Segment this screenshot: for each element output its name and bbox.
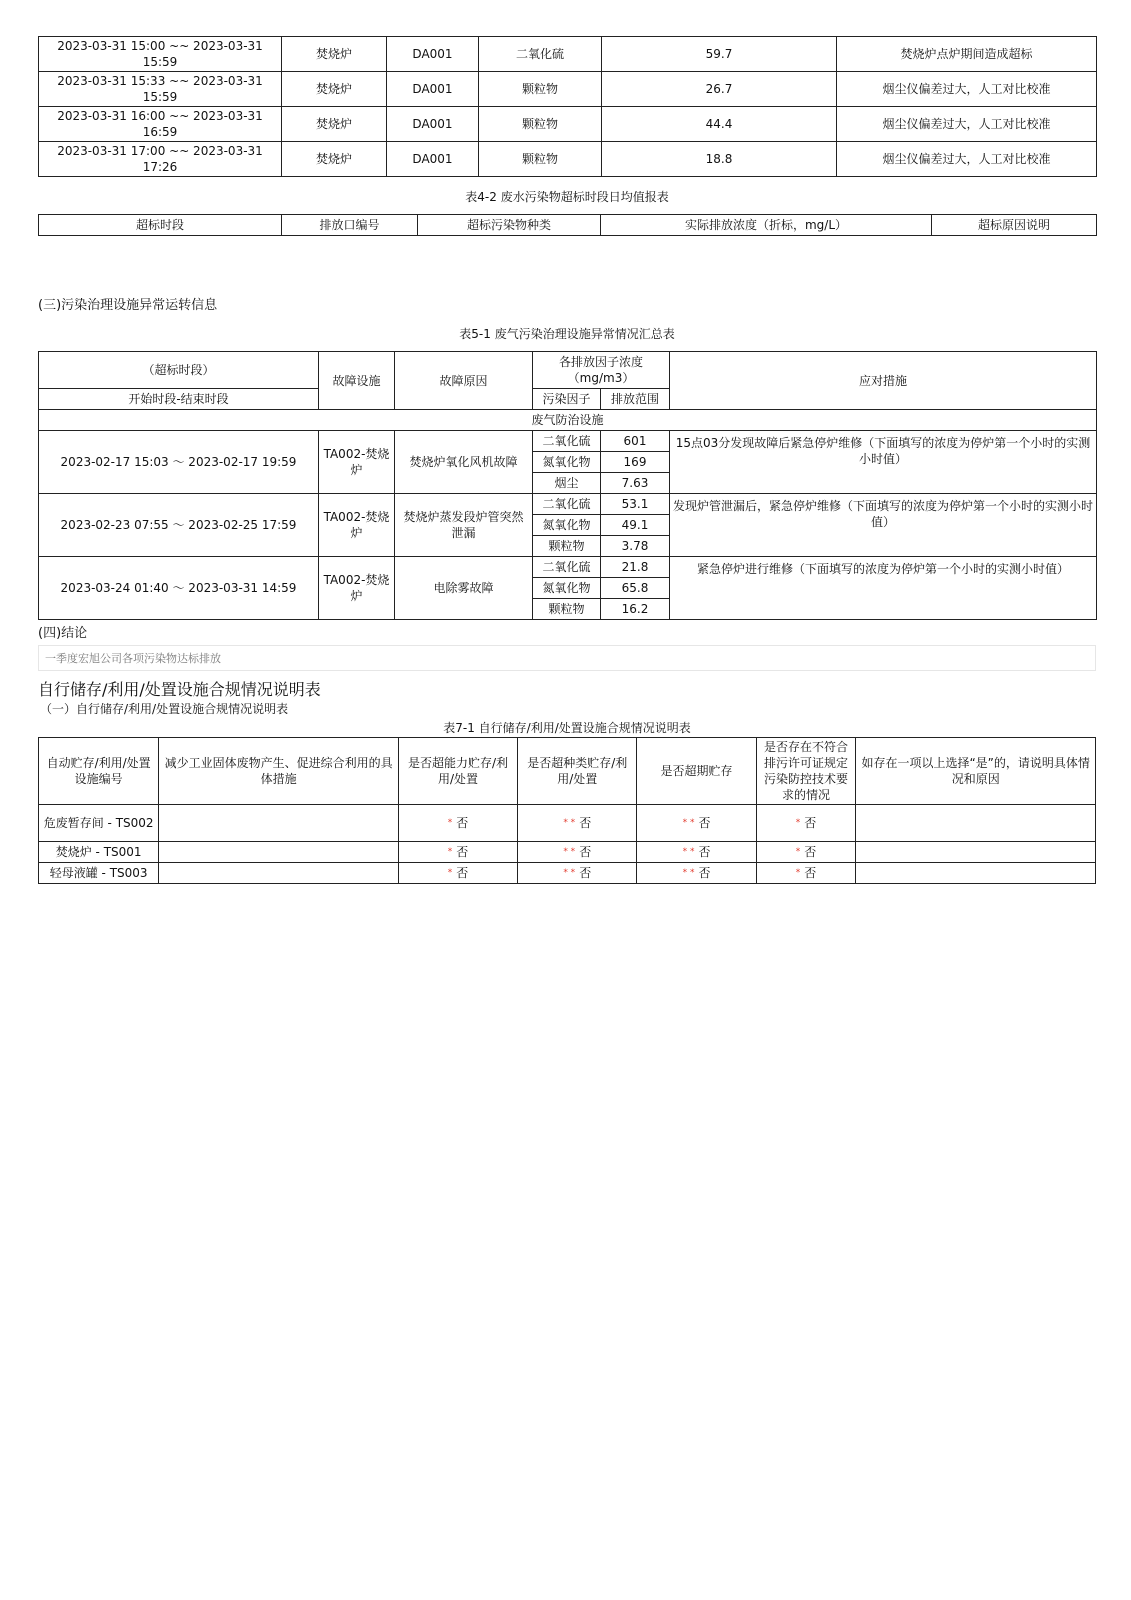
table-row xyxy=(39,557,1097,578)
factor-name: 氮氧化物 xyxy=(533,578,601,599)
facility-id: 危废暂存间 - TS002 xyxy=(39,805,159,842)
required-marker: * xyxy=(795,847,801,857)
header-reason: 超标原因说明 xyxy=(932,215,1097,236)
table-row xyxy=(39,142,1097,177)
header-over-period: 是否超期贮存 xyxy=(637,738,756,805)
table-row xyxy=(39,107,1097,142)
over-period-select[interactable]: * * 否 xyxy=(637,805,756,842)
over-capacity-select[interactable]: * 否 xyxy=(398,842,517,863)
header-outlet: 排放口编号 xyxy=(282,215,418,236)
table-row xyxy=(39,805,1096,842)
factor-name: 颗粒物 xyxy=(533,536,601,557)
table-header-row xyxy=(39,215,1097,236)
event-facility: TA002-焚烧炉 xyxy=(319,431,395,494)
outlet-cell: DA001 xyxy=(387,107,479,142)
note-field[interactable] xyxy=(856,805,1096,842)
compliance-title: 自行储存/利用/处置设施合规情况说明表 xyxy=(38,680,321,699)
header-measures: 减少工业固体废物产生、促进综合利用的具体措施 xyxy=(159,738,399,805)
event-cause: 电除雾故障 xyxy=(395,557,533,620)
factor-value: 3.78 xyxy=(601,536,670,557)
measures-field[interactable] xyxy=(159,842,399,863)
pollutant-cell: 颗粒物 xyxy=(479,142,602,177)
table-4-2-caption: 表4-2 废水污染物超标时段日均值报表 xyxy=(465,190,669,204)
facility-cell: 焚烧炉 xyxy=(282,142,387,177)
section-3-title: (三)污染治理设施异常运转信息 xyxy=(38,298,218,313)
group-label: 废气防治设施 xyxy=(39,410,1097,431)
over-period-select[interactable]: * * 否 xyxy=(637,863,756,884)
facility-cell: 焚烧炉 xyxy=(282,72,387,107)
factor-value: 21.8 xyxy=(601,557,670,578)
over-capacity-select[interactable]: * 否 xyxy=(398,863,517,884)
facility-cell: 焚烧炉 xyxy=(282,37,387,72)
note-field[interactable] xyxy=(856,863,1096,884)
event-facility: TA002-焚烧炉 xyxy=(319,494,395,557)
event-cause: 焚烧炉蒸发段炉管突然泄漏 xyxy=(395,494,533,557)
required-marker: * * xyxy=(682,818,695,828)
tech-select[interactable]: * 否 xyxy=(756,842,856,863)
event-period: 2023-02-17 15:03 ～ 2023-02-17 19:59 xyxy=(39,431,319,494)
factor-value: 7.63 xyxy=(601,473,670,494)
factor-name: 二氧化硫 xyxy=(533,494,601,515)
compliance-subtitle: （一）自行储存/利用/处置设施合规情况说明表 xyxy=(40,702,289,716)
table-row xyxy=(39,72,1097,107)
over-kind-select[interactable]: * * 否 xyxy=(518,863,637,884)
header-measure: 应对措施 xyxy=(670,352,1097,410)
table-7-1-caption: 表7-1 自行储存/利用/处置设施合规情况说明表 xyxy=(443,721,691,735)
factor-name: 氮氧化物 xyxy=(533,515,601,536)
outlet-cell: DA001 xyxy=(387,37,479,72)
facility-id: 轻母液罐 - TS003 xyxy=(39,863,159,884)
table-4-1-continuation xyxy=(38,36,1097,177)
header-concentration: 各排放因子浓度（mg/m3） xyxy=(533,352,670,389)
reason-cell: 烟尘仪偏差过大，人工对比校准 xyxy=(837,72,1097,107)
outlet-cell: DA001 xyxy=(387,72,479,107)
period-cell: 2023-03-31 17:00 ~~ 2023-03-31 17:26 xyxy=(39,142,282,177)
header-facility: 故障设施 xyxy=(319,352,395,410)
outlet-cell: DA001 xyxy=(387,142,479,177)
period-cell: 2023-03-31 15:00 ~~ 2023-03-31 15:59 xyxy=(39,37,282,72)
required-marker: * * xyxy=(563,868,576,878)
value-cell: 26.7 xyxy=(602,72,837,107)
header-concentration: 实际排放浓度（折标，mg/L） xyxy=(601,215,932,236)
header-factor: 污染因子 xyxy=(533,389,601,410)
measures-field[interactable] xyxy=(159,805,399,842)
table-5-1-caption: 表5-1 废气污染治理设施异常情况汇总表 xyxy=(459,327,675,341)
over-kind-select[interactable]: * * 否 xyxy=(518,805,637,842)
header-period: （超标时段） xyxy=(39,352,319,389)
factor-name: 二氧化硫 xyxy=(533,557,601,578)
header-period-sub: 开始时段-结束时段 xyxy=(39,389,319,410)
table-5-1 xyxy=(38,351,1097,620)
conclusion-field[interactable]: 一季度宏旭公司各项污染物达标排放 xyxy=(38,645,1096,671)
factor-name: 颗粒物 xyxy=(533,599,601,620)
facility-id: 焚烧炉 - TS001 xyxy=(39,842,159,863)
over-kind-select[interactable]: * * 否 xyxy=(518,842,637,863)
header-cause: 故障原因 xyxy=(395,352,533,410)
header-over-capacity: 是否超能力贮存/利用/处置 xyxy=(398,738,517,805)
required-marker: * xyxy=(795,868,801,878)
required-marker: * * xyxy=(563,818,576,828)
event-period: 2023-02-23 07:55 ～ 2023-02-25 17:59 xyxy=(39,494,319,557)
over-capacity-select[interactable]: * 否 xyxy=(398,805,517,842)
event-measure: 发现炉管泄漏后，紧急停炉维修（下面填写的浓度为停炉第一个小时的实测小时值） xyxy=(670,494,1097,557)
value-cell: 44.4 xyxy=(602,107,837,142)
section-4-title: (四)结论 xyxy=(38,626,88,641)
required-marker: * xyxy=(447,818,453,828)
factor-name: 氮氧化物 xyxy=(533,452,601,473)
header-range: 排放范围 xyxy=(601,389,670,410)
required-marker: * * xyxy=(682,868,695,878)
value-cell: 59.7 xyxy=(602,37,837,72)
table-7-1 xyxy=(38,737,1096,884)
pollutant-cell: 二氧化硫 xyxy=(479,37,602,72)
table-header-row xyxy=(39,352,1097,389)
factor-value: 16.2 xyxy=(601,599,670,620)
measures-field[interactable] xyxy=(159,863,399,884)
value-cell: 18.8 xyxy=(602,142,837,177)
required-marker: * xyxy=(447,847,453,857)
over-period-select[interactable]: * * 否 xyxy=(637,842,756,863)
note-field[interactable] xyxy=(856,842,1096,863)
header-pollutant: 超标污染物种类 xyxy=(418,215,601,236)
period-cell: 2023-03-31 15:33 ~~ 2023-03-31 15:59 xyxy=(39,72,282,107)
table-row xyxy=(39,494,1097,515)
pollutant-cell: 颗粒物 xyxy=(479,72,602,107)
factor-name: 二氧化硫 xyxy=(533,431,601,452)
factor-value: 169 xyxy=(601,452,670,473)
factor-value: 49.1 xyxy=(601,515,670,536)
table-row xyxy=(39,37,1097,72)
table-row xyxy=(39,431,1097,452)
tech-select[interactable]: * 否 xyxy=(756,863,856,884)
facility-cell: 焚烧炉 xyxy=(282,107,387,142)
required-marker: * xyxy=(795,818,801,828)
table-row xyxy=(39,842,1096,863)
factor-name: 烟尘 xyxy=(533,473,601,494)
header-period: 超标时段 xyxy=(39,215,282,236)
factor-value: 53.1 xyxy=(601,494,670,515)
required-marker: * * xyxy=(563,847,576,857)
factor-value: 601 xyxy=(601,431,670,452)
event-measure: 紧急停炉进行维修（下面填写的浓度为停炉第一个小时的实测小时值） xyxy=(670,557,1097,620)
table-header-row xyxy=(39,738,1096,805)
required-marker: * xyxy=(447,868,453,878)
event-facility: TA002-焚烧炉 xyxy=(319,557,395,620)
reason-cell: 烟尘仪偏差过大，人工对比校准 xyxy=(837,107,1097,142)
required-marker: * * xyxy=(682,847,695,857)
pollutant-cell: 颗粒物 xyxy=(479,107,602,142)
table-4-2 xyxy=(38,214,1097,236)
header-note: 如存在一项以上选择“是”的，请说明具体情况和原因 xyxy=(856,738,1096,805)
factor-value: 65.8 xyxy=(601,578,670,599)
header-tech: 是否存在不符合排污许可证规定污染防控技术要求的情况 xyxy=(756,738,856,805)
header-over-kind: 是否超种类贮存/利用/处置 xyxy=(518,738,637,805)
report-page xyxy=(38,36,1096,884)
reason-cell: 烟尘仪偏差过大，人工对比校准 xyxy=(837,142,1097,177)
reason-cell: 焚烧炉点炉期间造成超标 xyxy=(837,37,1097,72)
period-cell: 2023-03-31 16:00 ~~ 2023-03-31 16:59 xyxy=(39,107,282,142)
event-measure: 15点03分发现故障后紧急停炉维修（下面填写的浓度为停炉第一个小时的实测小时值） xyxy=(670,431,1097,494)
group-row xyxy=(39,410,1097,431)
event-period: 2023-03-24 01:40 ～ 2023-03-31 14:59 xyxy=(39,557,319,620)
table-row xyxy=(39,863,1096,884)
header-facility-id: 自动贮存/利用/处置设施编号 xyxy=(39,738,159,805)
tech-select[interactable]: * 否 xyxy=(756,805,856,842)
event-cause: 焚烧炉氧化风机故障 xyxy=(395,431,533,494)
